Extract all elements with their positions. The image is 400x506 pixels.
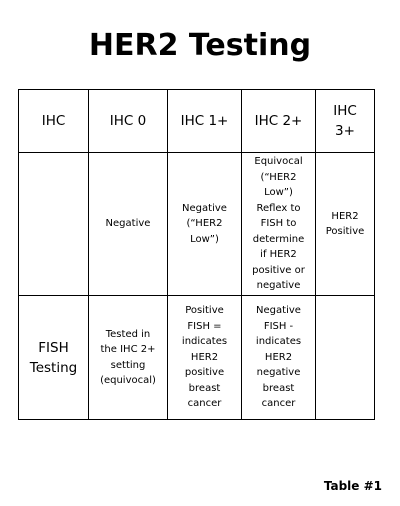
cell-fish-ihc-3plus — [316, 296, 375, 420]
header-cell-ihc: IHC — [19, 90, 89, 153]
cell-fish-ihc-0: Tested in the IHC 2+ setting (equivocal) — [89, 296, 168, 420]
header-cell-ihc-1plus: IHC 1+ — [168, 90, 242, 153]
cell-ihc-0-result: Negative — [89, 153, 168, 296]
cell-ihc-3plus-result: HER2 Positive — [316, 153, 375, 296]
cell-ihc-1plus-result: Negative (“HER2 Low”) — [168, 153, 242, 296]
header-cell-ihc-0: IHC 0 — [89, 90, 168, 153]
header-cell-ihc-3plus: IHC 3+ — [316, 90, 375, 153]
table-row — [19, 153, 375, 296]
row-label-ihc — [19, 153, 89, 296]
table-caption: Table #1 — [323, 479, 382, 493]
cell-ihc-2plus-result: Equivocal (“HER2 Low”) Reflex to FISH to determine if HER2 positive or negative — [242, 153, 316, 296]
cell-fish-positive: Positive FISH = indicates HER2 positive breast cancer — [168, 296, 242, 420]
cell-fish-negative: Negative FISH - indicates HER2 negative breast cancer — [242, 296, 316, 420]
table-header-row — [19, 90, 375, 153]
page-title: HER2 Testing — [88, 28, 312, 63]
her2-testing-table — [18, 89, 375, 420]
row-label-fish-testing: FISH Testing — [19, 296, 89, 420]
table-row — [19, 296, 375, 420]
header-cell-ihc-2plus: IHC 2+ — [242, 90, 316, 153]
